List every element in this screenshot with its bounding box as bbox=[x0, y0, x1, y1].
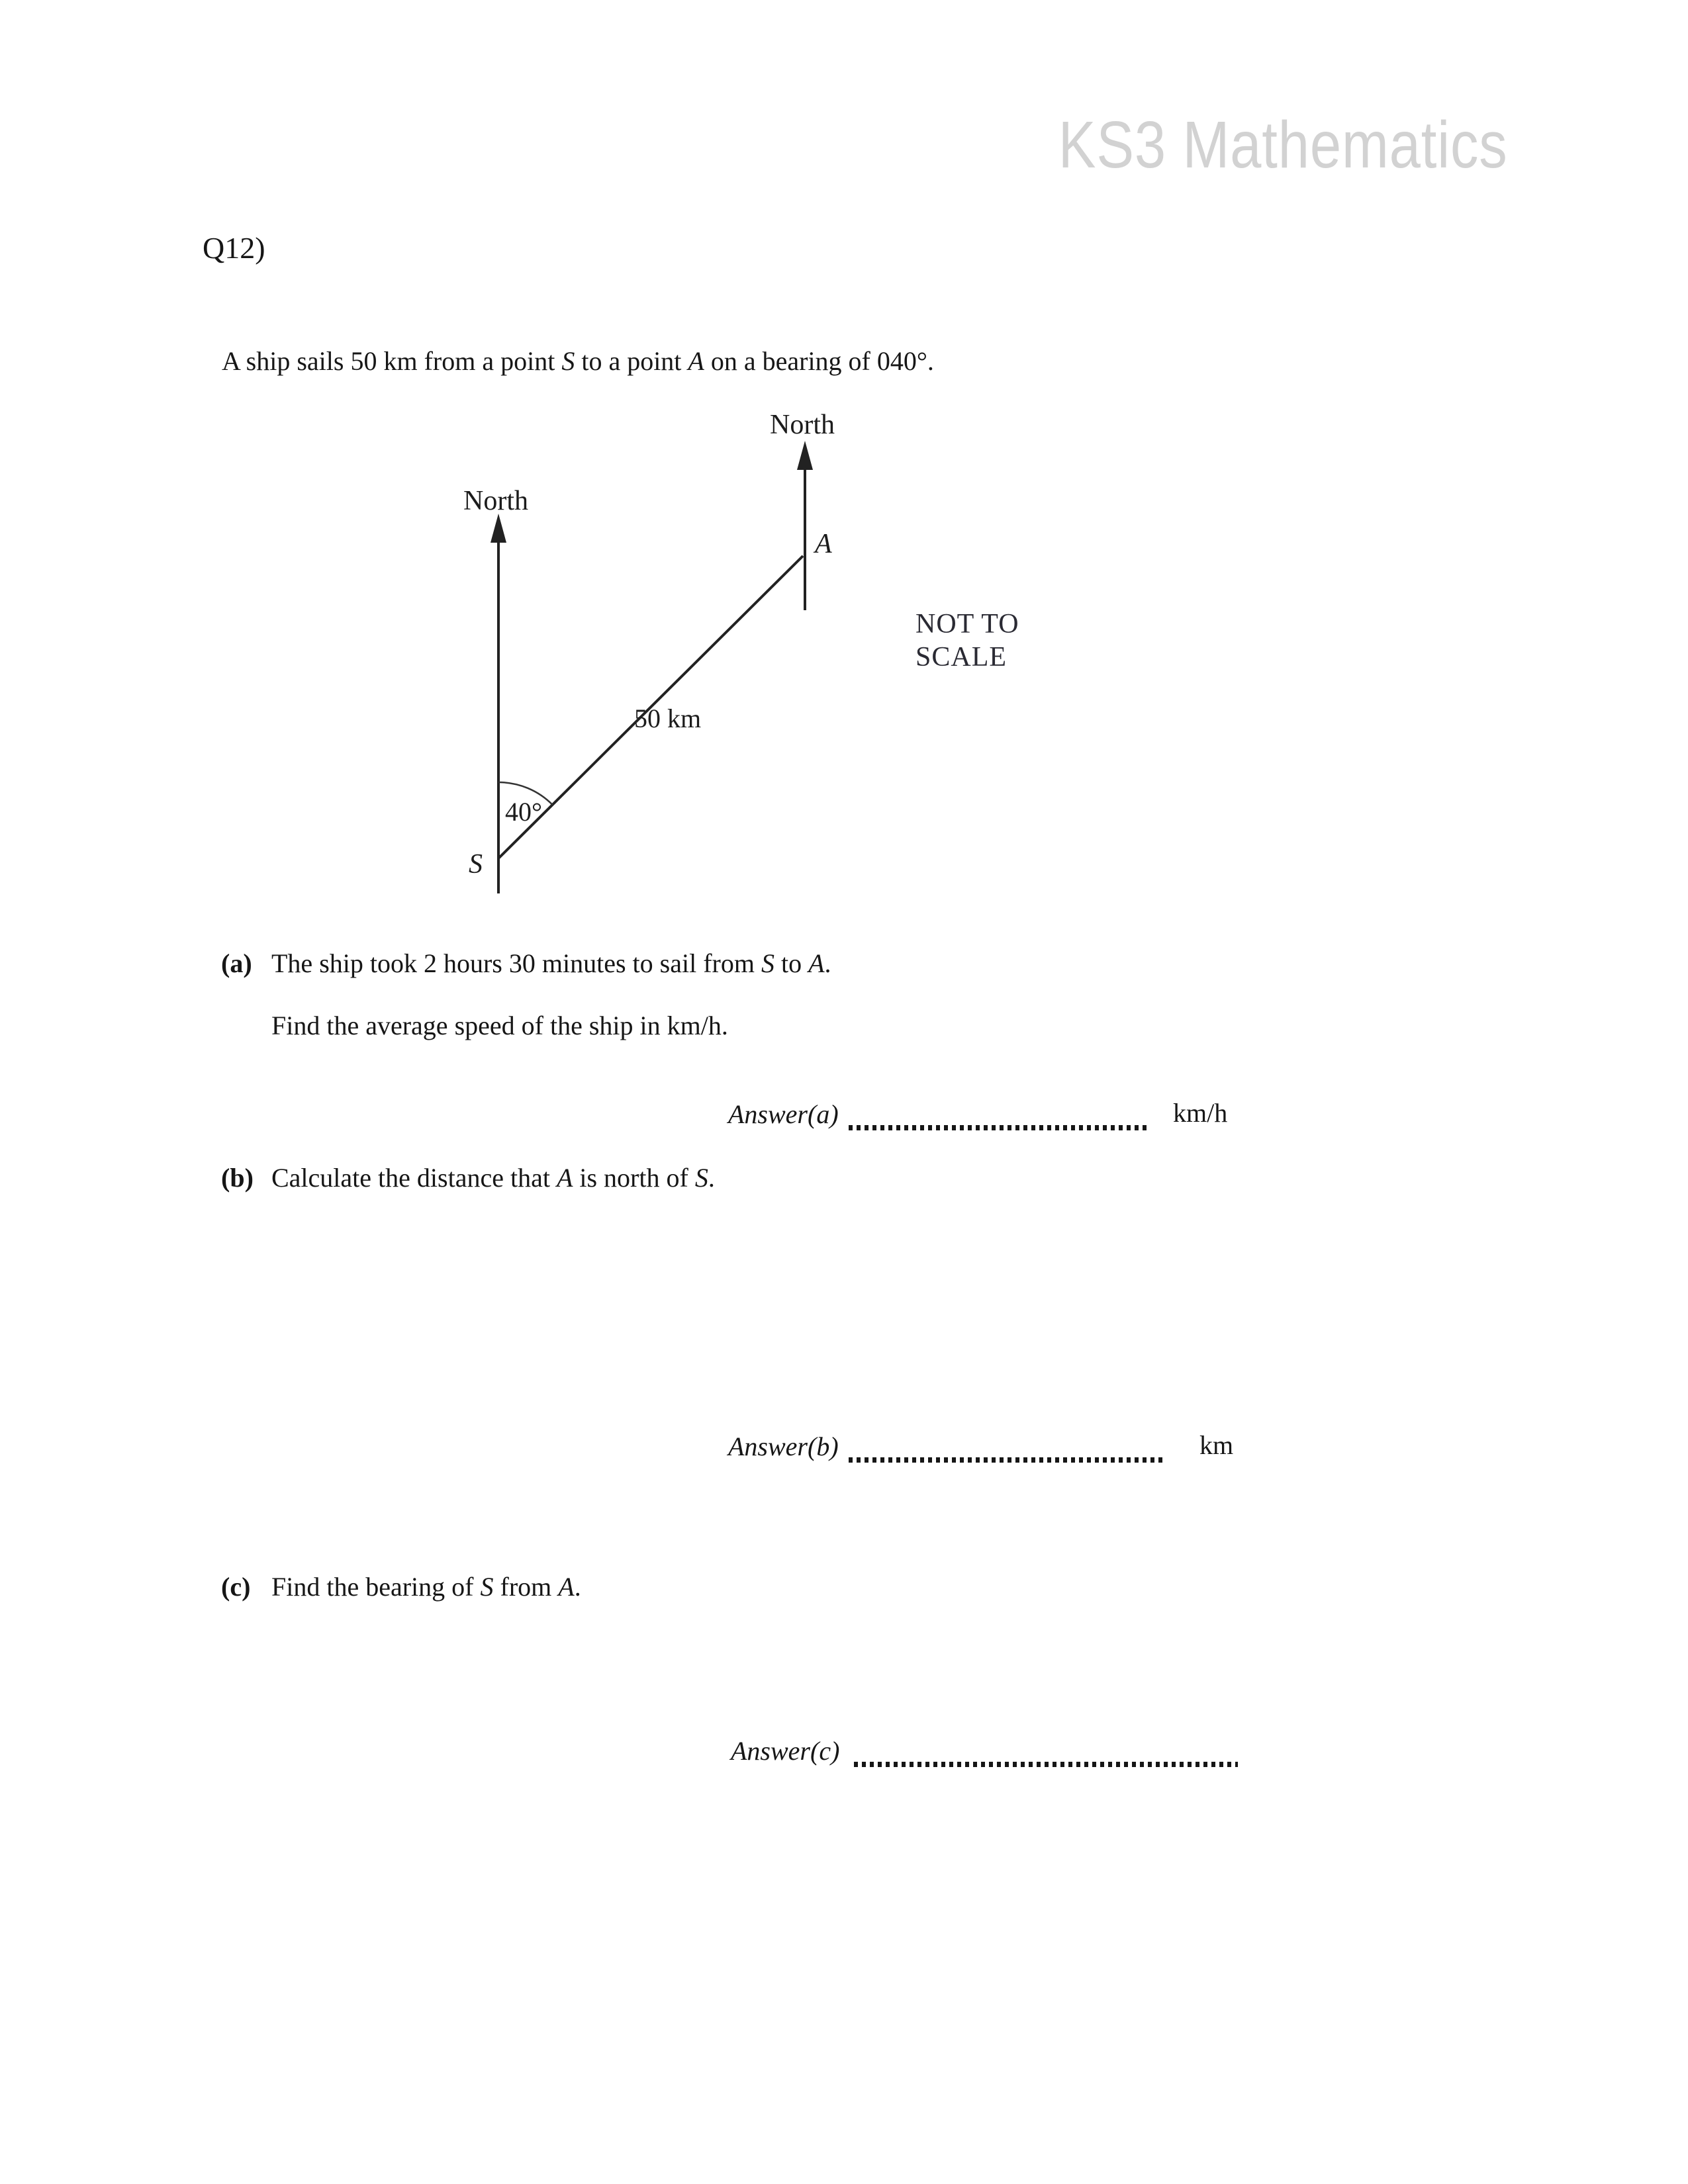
part-b-text3: . bbox=[708, 1163, 715, 1193]
question-number: Q12) bbox=[203, 231, 265, 265]
part-b-a-ref: A bbox=[556, 1163, 573, 1193]
part-a-s-ref: S bbox=[761, 948, 774, 978]
point-s-label: S bbox=[469, 849, 483, 880]
part-c-line bbox=[221, 1571, 581, 1602]
point-a-label: A bbox=[815, 529, 832, 559]
part-c-label: (c) bbox=[221, 1572, 251, 1602]
part-b-line bbox=[221, 1162, 715, 1193]
part-a-text3: . bbox=[824, 948, 831, 978]
part-a-label: (a) bbox=[221, 948, 252, 978]
page-header-watermark: KS3 Mathematics bbox=[1058, 108, 1508, 182]
answer-b-blank bbox=[849, 1457, 1166, 1463]
question-intro-text2: to a point bbox=[575, 346, 688, 376]
answer-c-label: Answer(c) bbox=[731, 1736, 840, 1766]
point-a-ref: A bbox=[688, 346, 704, 376]
part-c-text2: from bbox=[493, 1572, 559, 1602]
part-b-text: Calculate the distance that bbox=[271, 1163, 557, 1193]
part-b-label: (b) bbox=[221, 1163, 254, 1193]
part-a-line2: Find the average speed of the ship in km/h. bbox=[271, 1011, 728, 1040]
point-s-ref: S bbox=[561, 346, 575, 376]
part-c-a-ref: A bbox=[558, 1572, 575, 1602]
not-to-scale-note bbox=[915, 608, 1019, 674]
part-a-line1 bbox=[221, 948, 831, 979]
part-c-s-ref: S bbox=[480, 1572, 494, 1602]
bearing-diagram bbox=[397, 397, 1059, 940]
angle-label: 40° bbox=[505, 797, 542, 827]
answer-a-unit: km/h bbox=[1173, 1098, 1228, 1128]
question-intro-text3: on a bearing of 040°. bbox=[704, 346, 934, 376]
not-to-scale-line1: NOT TO bbox=[915, 609, 1019, 639]
distance-label: 50 km bbox=[634, 704, 702, 733]
question-intro-text: A ship sails 50 km from a point bbox=[222, 346, 562, 376]
question-intro bbox=[222, 345, 934, 377]
north-label-right: North bbox=[770, 410, 835, 440]
answer-a-blank bbox=[849, 1125, 1150, 1130]
answer-a-label: Answer(a) bbox=[728, 1099, 839, 1129]
part-b-text2: is north of bbox=[573, 1163, 695, 1193]
part-c-text3: . bbox=[574, 1572, 581, 1602]
answer-b-unit: km bbox=[1199, 1430, 1234, 1460]
not-to-scale-line2: SCALE bbox=[915, 642, 1008, 672]
answer-c-blank bbox=[854, 1762, 1238, 1767]
north-arrowhead-s bbox=[491, 514, 506, 543]
part-a-text: The ship took 2 hours 30 minutes to sail from bbox=[271, 948, 761, 978]
north-arrowhead-a bbox=[797, 441, 813, 470]
part-c-text: Find the bearing of bbox=[271, 1572, 481, 1602]
part-a-a-ref: A bbox=[808, 948, 825, 978]
part-b-s-ref: S bbox=[694, 1163, 708, 1193]
north-label-left: North bbox=[463, 486, 528, 516]
answer-b-label: Answer(b) bbox=[728, 1432, 839, 1461]
part-a-text2: to bbox=[774, 948, 809, 978]
